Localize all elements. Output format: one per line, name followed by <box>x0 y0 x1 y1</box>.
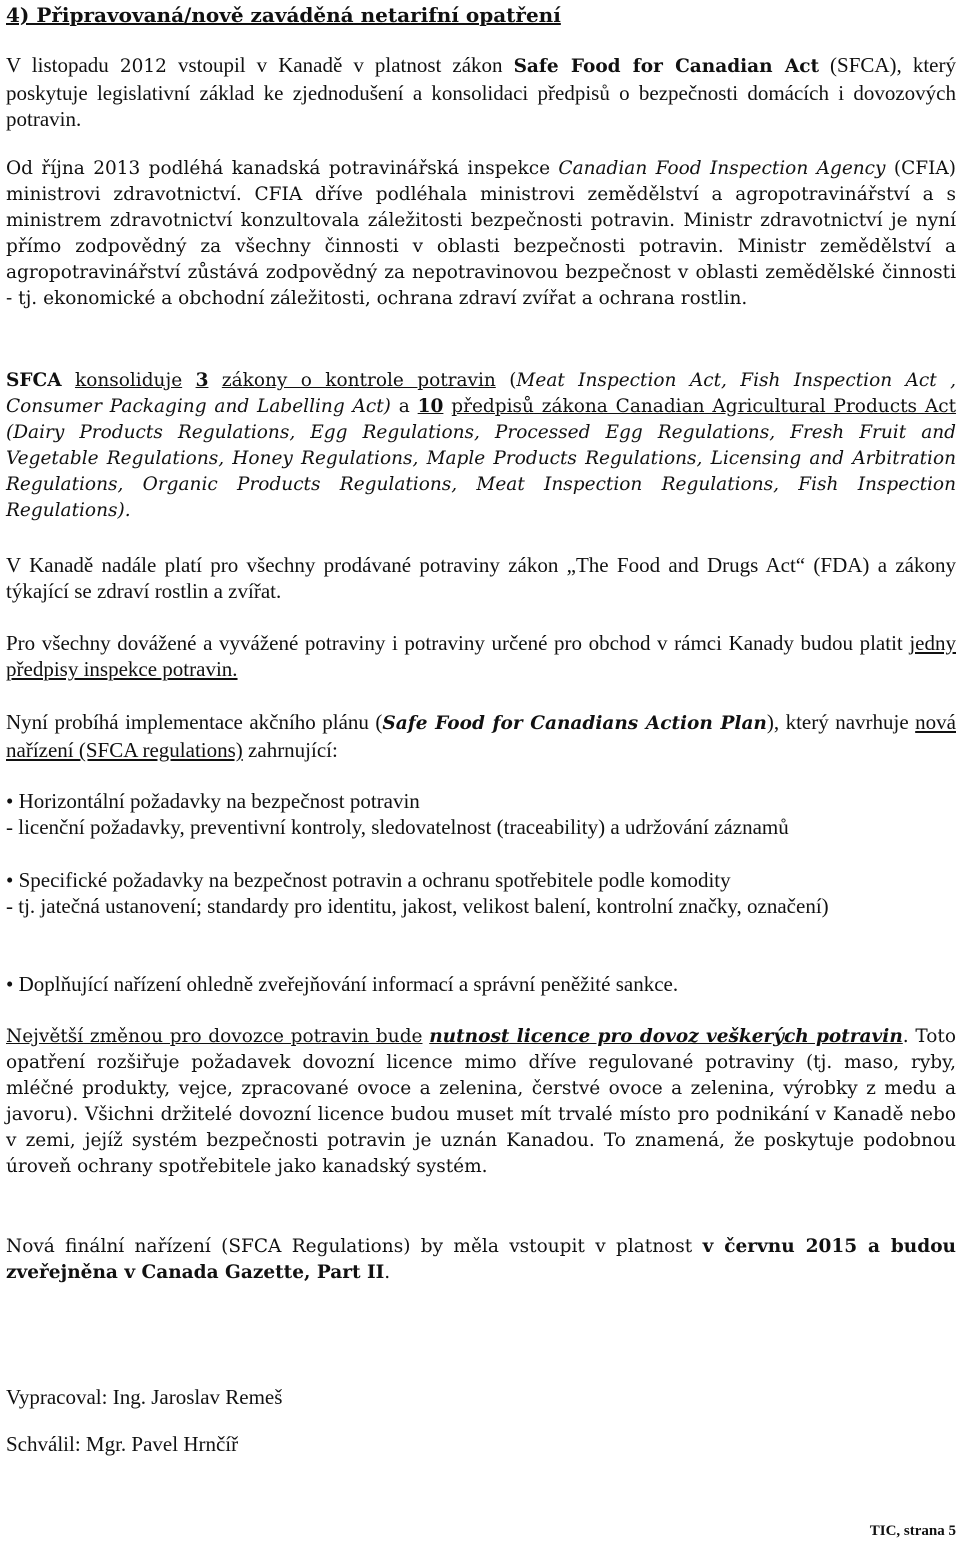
paragraph-import-licence: Největší změnou pro dovozce potravin bude nutnost licence pro dovoz veškerých potravin. Toto opatření rozšiřuje požadavek dovozní licence mimo dříve regulované potraviny (tj. maso, ryby, mléčné produkty, vejce, zpracované ovoce a zelenina, čerstvé ovoce a zelenina, výrobky z medu a javoru). Všichni držitelé dovozní licence budou muset mít trvalé místo pro podnikání v Kanadě nebo v zemi, jejíž systém bezpečnosti potravin je uznán Kanadou. To znamená, že poskytuje podobnou úroveň ochrany spotřebitele jako kanadský systém. <box>6 1026 956 1177</box>
licence-requirement: nutnost licence pro dovoz veškerých potravin <box>429 1026 903 1047</box>
paragraph-final-regulations: Nová finální nařízení (SFCA Regulations) by měla vstoupit v platnost v červnu 2015 a budou zveřejněna v Canada Gazette, Part II. <box>6 1236 956 1283</box>
paragraph-inspection: Pro všechny dovážené a vyvážené potraviny i potraviny určené pro obchod v rámci Kanady budou platit jedny předpisy inspekce potravin. <box>6 631 956 681</box>
paragraph-cfia: Od října 2013 podléhá kanadská potravinářská inspekce Canadian Food Inspection Agency (CFIA) ministrovi zdravotnictví. CFIA dříve podléhala ministrovi zemědělství a agropotravinářství a s ministrem zdravotnictví konzultovala záležitosti bezpečnosti potravin. Ministr zdravotnictví je nyní přímo zodpovědný za všechny činnosti v oblasti bezpečnosti potravin. Ministr zemědělství a agropotravinářství zůstává zodpovědný za nepotravinovou bezpečnost v oblasti zemědělské činnosti - tj. ekonomické a obchodní záležitosti, ochrana zdraví zvířat a ochrana rostlin. <box>6 158 956 309</box>
paragraph-action-plan: Nyní probíhá implementace akčního plánu (Safe Food for Canadians Action Plan), který navrhuje nová nařízení (SFCA regulations) zahrnující: <box>6 710 956 762</box>
bullet-item: • Doplňující nařízení ohledně zveřejňování informací a správní peněžité sankce. <box>6 972 679 996</box>
section-heading: 4) Připravovaná/nově zaváděná netarifní opatření <box>6 3 561 27</box>
act-name: Safe Food for Canadian Act <box>513 56 819 77</box>
action-plan-name: Safe Food for Canadians Action Plan <box>382 713 767 734</box>
agency-name: Canadian Food Inspection Agency <box>558 158 886 179</box>
bullet-item: • Specifické požadavky na bezpečnost potravin a ochranu spotřebitele podle komodity - tj. jatečná ustanovení; standardy pro identitu, jakost, velikost balení, kontrolní značky, označení) <box>6 868 829 918</box>
page-footer: TIC, strana 5 <box>869 1523 956 1539</box>
prepared-by: Vypracoval: Ing. Jaroslav Remeš <box>6 1385 283 1409</box>
bullet-item: • Horizontální požadavky na bezpečnost potravin - licenční požadavky, preventivní kontroly, sledovatelnost (traceability) a udržování záznamů <box>6 789 789 839</box>
paragraph-sfca-consolidation: SFCA konsoliduje 3 zákony o kontrole potravin (Meat Inspection Act, Fish Inspection Act , Consumer Packaging and Labelling Act) a 10 předpisů zákona Canadian Agricultural Products Act (Dairy Products Regulations, Egg Regulations, Processed Egg Regulations, Fresh Fruit and Vegetable Regulations, Honey Regulations, Maple Products Regulations, Licensing and Arbitration Regulations, Organic Products Regulations, Meat Inspection Regulations, Fish Inspection Regulations). <box>6 370 957 521</box>
approved-by: Schválil: Mgr. Pavel Hrnčíř <box>6 1432 239 1456</box>
paragraph-sfca-intro: V listopadu 2012 vstoupil v Kanadě v platnost zákon Safe Food for Canadian Act (SFCA), který poskytuje legislativní základ ke zjednodušení a konsolidaci předpisů o bezpečnosti domácích i dovozových potravin. <box>6 53 956 131</box>
paragraph-fda: V Kanadě nadále platí pro všechny prodávané potraviny zákon „The Food and Drugs Act“ (FDA) a zákony týkající se zdraví rostlin a zvířat. <box>6 553 956 603</box>
